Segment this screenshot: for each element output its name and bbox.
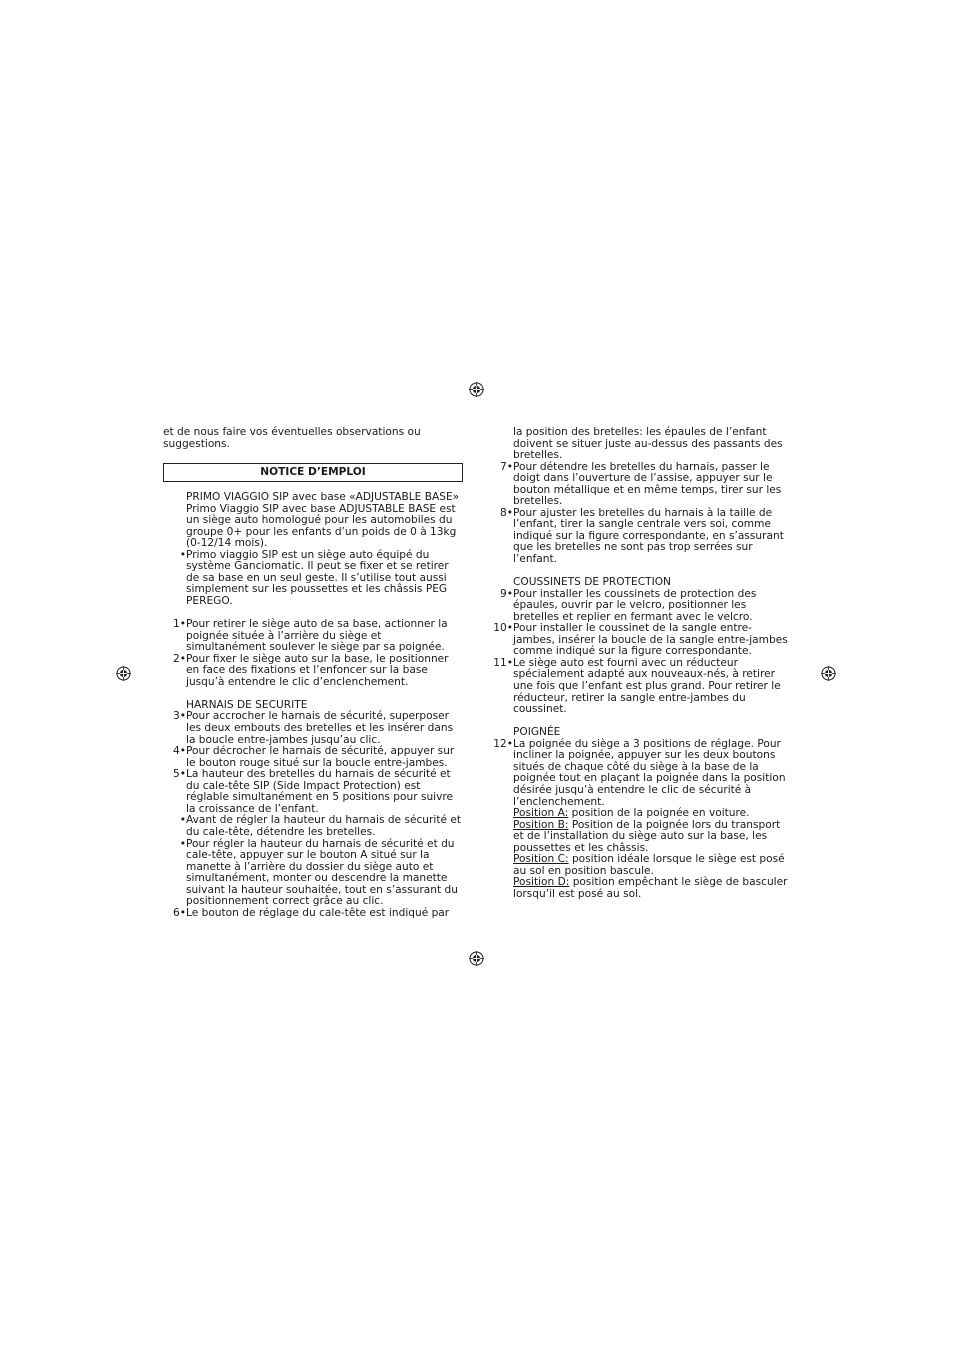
list-item xyxy=(163,654,463,689)
list-item-text: Pour décrocher le harnais de sécurité, appuyer sur le bouton rouge situé sur la boucle entre-jambes. xyxy=(186,745,455,769)
list-item xyxy=(163,746,463,769)
registration-mark-icon xyxy=(469,382,484,397)
list-item xyxy=(490,623,792,658)
bullet-marker: • xyxy=(179,618,186,631)
item-number: 10 xyxy=(493,622,507,635)
position-text: Position de la poignée lors du transport et de l’installation du siège auto sur la base, les poussettes et les châssis. xyxy=(513,818,781,854)
list-item-text: Pour détendre les bretelles du harnais, passer le doigt dans l’ouverture de l’assise, appuyer sur le bouton métallique et en même temps, tirer sur les bretelles. xyxy=(513,460,782,508)
list-item-text: La poignée du siège a 3 positions de réglage. Pour incliner la poignée, appuyer sur les deux boutons situés de chaque côté du siège à la base de la poignée tout en plaçant la poignée dans la position désirée jusqu’à entendre le clic de sécurité à l’enclenchement. xyxy=(513,737,786,808)
bullet-marker: • xyxy=(506,587,513,600)
list-item-text: Pour installer le coussinet de la sangle entre-jambes, insérer la boucle de la sangle entre-jambes comme indiqué sur la figure correspondante. xyxy=(513,622,788,658)
bullet-marker: • xyxy=(179,906,186,919)
list-item-text: Pour retirer le siège auto de sa base, actionner la poignée située à l’arrière du siège et simultanément soulever le siège par sa poignée. xyxy=(186,618,448,654)
list-item-text: Pour ajuster les bretelles du harnais à la taille de l’enfant, tirer la sangle centrale vers soi, comme indiqué sur la figure correspondante, en s’assurant que les bretelles ne sont pas trop serrées sur l’enfant. xyxy=(513,506,784,566)
list-item-text: Avant de régler la hauteur du harnais de sécurité et du cale-tête, détendre les bretelles. xyxy=(186,814,462,838)
bullet-marker: • xyxy=(179,745,186,758)
item-number: 7 xyxy=(500,460,507,473)
item-number: 12 xyxy=(493,737,507,750)
position-label: Position B: xyxy=(513,818,569,831)
list-item xyxy=(163,711,463,746)
item-number: 2 xyxy=(173,652,180,665)
item-number: 6 xyxy=(173,906,180,919)
list-item-text: Primo viaggio SIP est un siège auto équipé du système Ganciomatic. Il peut se fixer et se retirer de sa base en un seul geste. Il s’utilise tout aussi simplement sur les poussettes et les châssis PEG PEREGO. xyxy=(186,548,449,608)
left-column xyxy=(163,427,463,919)
list-item xyxy=(163,550,463,608)
position-text: position de la poignée en voiture. xyxy=(568,807,750,820)
list-item xyxy=(163,619,463,654)
intro-text: et de nous faire vos éventuelles observations ou suggestions. xyxy=(163,426,421,450)
bullet-marker: • xyxy=(179,837,186,850)
bullet-marker: • xyxy=(179,652,186,665)
registration-mark-icon xyxy=(821,666,836,681)
item-number: 4 xyxy=(173,745,180,758)
list-item xyxy=(490,589,792,624)
bullet-marker: • xyxy=(179,548,186,561)
bullet-marker: • xyxy=(506,656,513,669)
bullet-marker: • xyxy=(179,814,186,827)
item-number: 11 xyxy=(493,656,507,669)
position-label: Position D: xyxy=(513,876,570,889)
position-text: position empêchant le siège de basculer lorsqu’il est posé au sol. xyxy=(513,876,788,900)
list-item-text: Pour installer les coussinets de protection des épaules, ouvrir par le velcro, positionner les bretelles et replier en fermant avec le velcro. xyxy=(513,587,757,623)
section-heading: HARNAIS DE SECURITE xyxy=(186,698,308,711)
list-item-text: La hauteur des bretelles du harnais de sécurité et du cale-tête SIP (Side Impact Protection) est réglable simultanément en 5 positions pour suivre la croissance de l’enfant. xyxy=(186,768,454,815)
item-number: 5 xyxy=(173,768,180,781)
product-paragraph: PRIMO VIAGGIO SIP avec base «ADJUSTABLE BASE» Primo Viaggio SIP avec base ADJUSTABLE BASE est un siège auto homologué pour les automobiles du groupe 0+ pour les enfants d’un poids de 0 à 13kg (0-12/14 mois). xyxy=(186,491,460,550)
list-item xyxy=(163,769,463,815)
list-item xyxy=(490,508,792,566)
item-number: 8 xyxy=(500,506,507,519)
list-item-text: Le bouton de réglage du cale-tête est indiqué par xyxy=(186,906,450,919)
right-column xyxy=(490,427,792,900)
position-b-line xyxy=(490,820,792,855)
list-item xyxy=(490,739,792,808)
list-item-text: Pour régler la hauteur du harnais de sécurité et du cale-tête, appuyer sur le bouton A situé sur la manette à l’arrière du dossier du siège auto et simultanément, monter ou descendre la manette suivant la hauteur souhaitée, tout en s’assurant du positionnement correct grâce au clic. xyxy=(186,837,458,908)
section-heading: POIGNÉE xyxy=(513,726,561,739)
continued-text: la position des bretelles: les épaules de l’enfant doivent se situer juste au-dessus des passants des bretelles. xyxy=(513,426,783,462)
registration-mark-icon xyxy=(116,666,131,681)
item-number: 1 xyxy=(173,618,180,631)
list-item xyxy=(490,462,792,508)
position-label: Position A: xyxy=(513,807,569,820)
list-item-text: Pour fixer le siège auto sur la base, le positionner en face des fixations et l’enfoncer sur la base jusqu’à entendre le clic d’enclenchement. xyxy=(186,652,449,688)
list-item xyxy=(163,815,463,838)
position-c-line xyxy=(490,854,792,877)
position-d-line xyxy=(490,877,792,900)
bullet-marker: • xyxy=(506,622,513,635)
list-item xyxy=(163,839,463,908)
position-label: Position C: xyxy=(513,853,569,866)
registration-mark-icon xyxy=(469,951,484,966)
item-number: 3 xyxy=(173,710,180,723)
list-item-text: Le siège auto est fourni avec un réducteur spécialement adapté aux nouveaux-nés, à retirer une fois que l’enfant est plus grand. Pour retirer le réducteur, retirer la sangle entre-jambes du coussinet. xyxy=(513,656,781,716)
list-item xyxy=(490,658,792,716)
bullet-marker: • xyxy=(506,506,513,519)
notice-title-box: NOTICE D’EMPLOI xyxy=(163,463,463,482)
item-number: 9 xyxy=(500,587,507,600)
bullet-marker: • xyxy=(179,768,186,781)
section-heading: COUSSINETS DE PROTECTION xyxy=(513,576,671,589)
position-text: position idéale lorsque le siège est posé au sol en position bascule. xyxy=(513,853,785,877)
bullet-marker: • xyxy=(506,460,513,473)
list-item-text: Pour accrocher le harnais de sécurité, superposer les deux embouts des bretelles et les insérer dans la boucle entre-jambes jusqu’au clic. xyxy=(186,710,454,746)
bullet-marker: • xyxy=(506,737,513,750)
bullet-marker: • xyxy=(179,710,186,723)
list-item xyxy=(163,908,463,920)
